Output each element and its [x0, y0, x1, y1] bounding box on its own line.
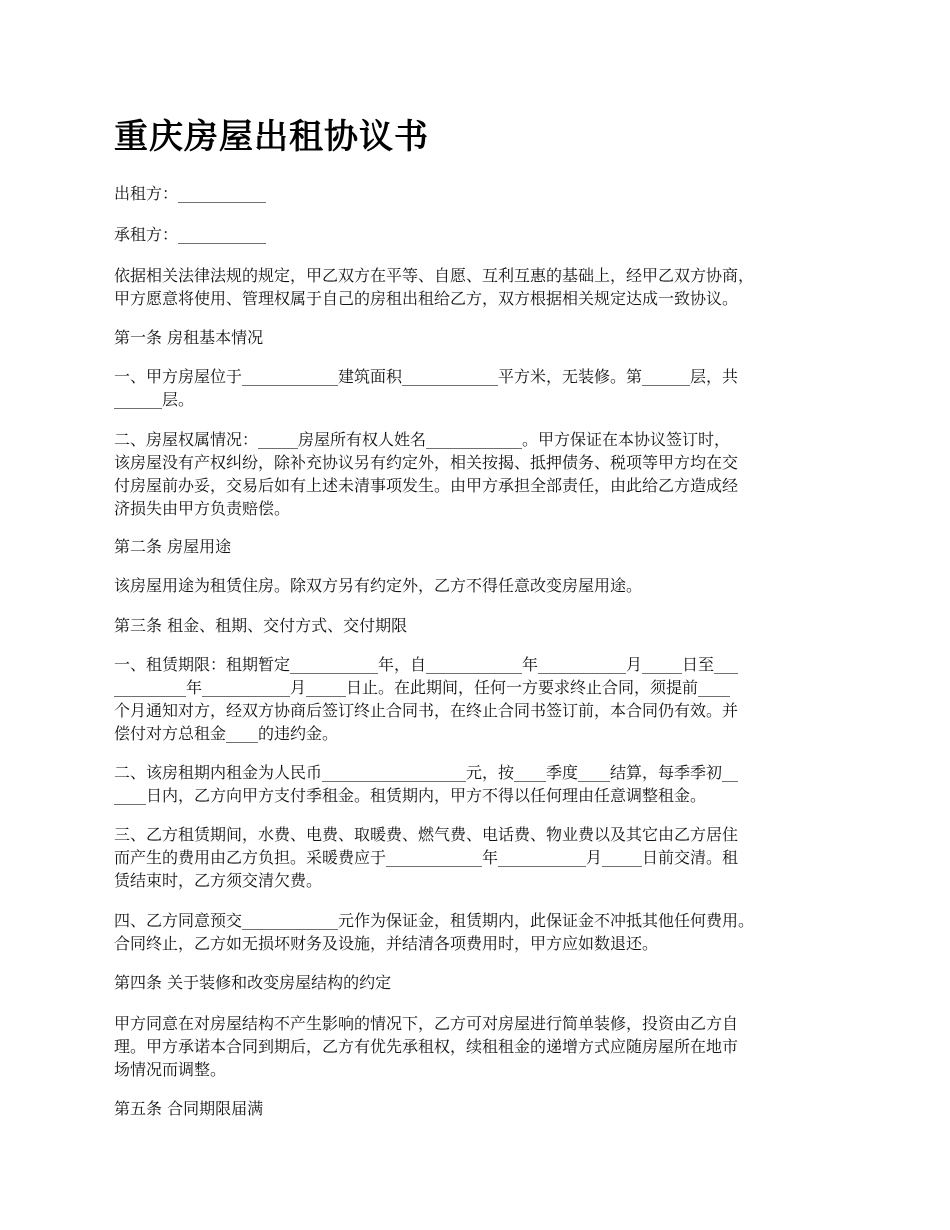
document-title: 重庆房屋出租协议书 [114, 117, 429, 157]
article-4-body-line-2: 理。甲方承诺本合同到期后，乙方有优先承租权，续租租金的递增方式应随房屋所在地市 [114, 1037, 739, 1056]
article-1-item-1 [114, 365, 856, 411]
article-4-body-line-1: 甲方同意在对房屋结构不产生影响的情况下，乙方可对房屋进行简单装修，投资由乙方自 [114, 1014, 739, 1033]
article-3-item-1-line-4: 偿付对方总租金____的违约金。 [114, 724, 339, 743]
article-1-item-2 [114, 428, 856, 520]
article-3-item-1-line-2: _________年___________月_____日止。在此期间，任何一方要求终止合同，须提前____ [114, 678, 731, 697]
preamble-paragraph [114, 264, 856, 310]
article-1-item-1-line-2: ______层。 [114, 390, 195, 409]
article-3-item-3-line-3: 赁结束时，乙方须交清欠费。 [114, 871, 323, 890]
article-3-item-1 [114, 653, 856, 745]
article-1-item-2-line-2: 该房屋没有产权纠纷，除补充协议另有约定外，相关按揭、抵押债务、税项等甲方均在交 [114, 453, 739, 472]
article-1-item-2-line-3: 付房屋前办妥，交易后如有上述未清事项发生。由甲方承担全部责任，由此给乙方造成经 [114, 476, 739, 495]
article-3-item-4-line-2: 合同终止，乙方如无损坏财务及设施，并结清各项费用时，甲方应如数退还。 [114, 934, 659, 953]
article-3-item-3-line-1: 三、乙方租赁期间，水费、电费、取暖费、燃气费、电话费、物业费以及其它由乙方居住 [114, 825, 739, 844]
article-2-body: 该房屋用途为租赁住房。除双方另有约定外，乙方不得任意改变房屋用途。 [114, 576, 643, 595]
article-3-item-2 [114, 761, 856, 807]
article-1-item-2-line-4: 济损失由甲方负责赔偿。 [114, 499, 291, 518]
article-3-item-2-line-1: 二、该房租期内租金为人民币__________________元，按____季度____结算，每季季初__ [114, 763, 739, 782]
article-3-item-3-line-2: 而产生的费用由乙方负担。采暖费应于____________年___________月_____日前交清。租 [114, 848, 739, 867]
article-3-item-1-line-3: 个月通知对方，经双方协商后签订终止合同书，在终止合同书签订前，本合同仍有效。并 [114, 701, 739, 720]
article-3-item-3 [114, 823, 856, 892]
article-1-item-2-line-1: 二、房屋权属情况：_____房屋所有权人姓名____________。甲方保证在本协议签订时， [114, 430, 731, 449]
preamble-line-1: 依据相关法律法规的规定，甲乙双方在平等、自愿、互利互惠的基础上，经甲乙双方协商， [114, 266, 755, 285]
article-4-heading: 第四条 关于装修和改变房屋结构的约定 [114, 973, 392, 992]
article-4-body-line-3: 场情况而调整。 [114, 1060, 227, 1079]
preamble-line-2: 甲方愿意将使用、管理权属于自己的房租出租给乙方，双方根据相关规定达成一致协议。 [114, 289, 739, 308]
article-3-item-4-line-1: 四、乙方同意预交____________元作为保证金，租赁期内，此保证金不冲抵其他任何费用。 [114, 911, 755, 930]
article-3-item-2-line-2: ____日内，乙方向甲方支付季租金。租赁期内，甲方不得以任何理由任意调整租金。 [114, 786, 707, 805]
article-3-item-4 [114, 909, 856, 955]
article-3-item-1-line-1: 一、租赁期限：租期暂定___________年，自____________年___________月_____日至___ [114, 655, 739, 674]
article-3-heading: 第三条 租金、租期、交付方式、交付期限 [114, 616, 408, 635]
article-1-item-1-line-1: 一、甲方房屋位于____________建筑面积____________平方米，无装修。第______层，共 [114, 367, 739, 386]
article-1-heading: 第一条 房租基本情况 [114, 328, 264, 347]
lessee-line: 承租方：___________ [114, 225, 267, 244]
article-2-heading: 第二条 房屋用途 [114, 537, 232, 556]
article-5-heading: 第五条 合同期限届满 [114, 1099, 264, 1118]
article-4-body [114, 1012, 856, 1081]
lessor-line: 出租方：___________ [114, 184, 267, 203]
